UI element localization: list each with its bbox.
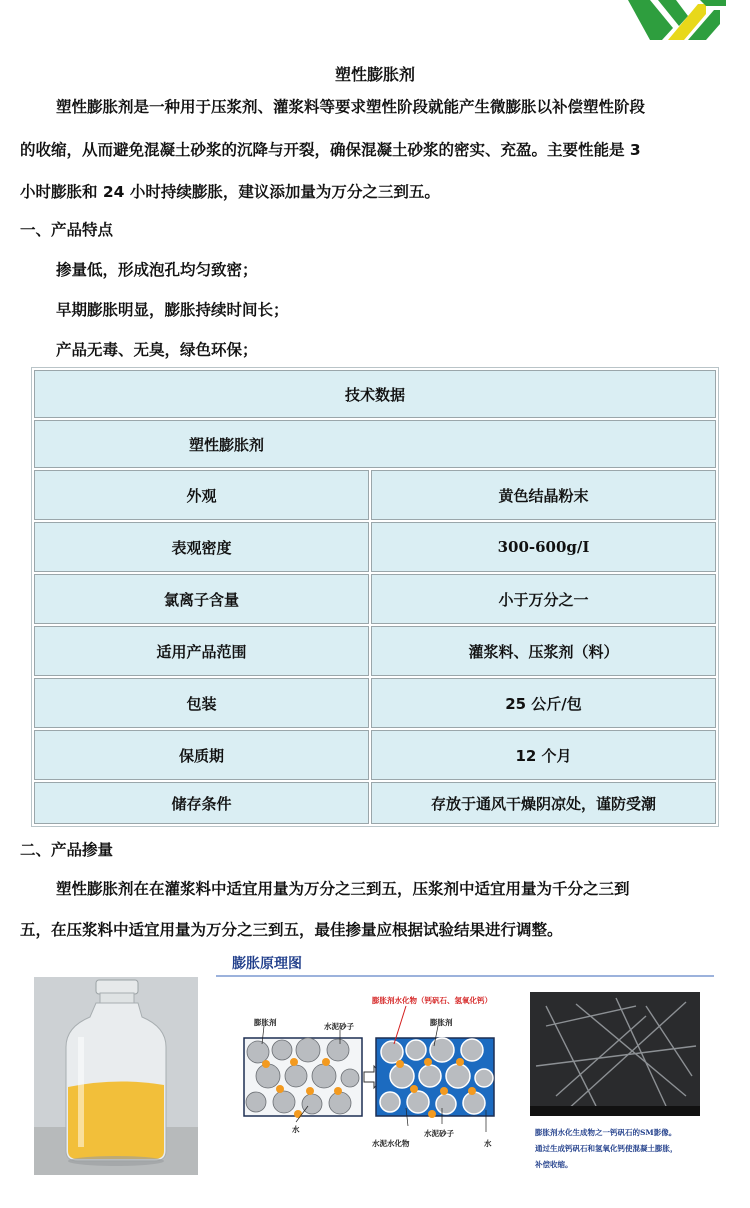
- agent-label-right: 膨胀剂: [430, 1018, 453, 1027]
- row-value: 黄色结晶粉末: [371, 470, 716, 520]
- section2-heading: 二、产品掺量: [20, 841, 114, 859]
- row-key: 储存条件: [34, 782, 369, 824]
- row-value: 12 个月: [371, 730, 716, 780]
- row-key: 外观: [34, 470, 369, 520]
- section1-heading: 一、产品特点: [20, 221, 114, 239]
- sand-label-right: 水泥砂子: [424, 1129, 454, 1138]
- sem-caption-line-3: 补偿收缩。: [535, 1160, 573, 1169]
- dosage-line-2: 五，在压浆料中适宜用量为万分之三到五，最佳掺量应根据试验结果进行调整。: [20, 921, 563, 939]
- feature-item-3: 产品无毒、无臭，绿色环保；: [56, 341, 258, 359]
- tech-data-table: [32, 368, 718, 826]
- sem-caption-line-1: 膨胀剂水化生成物之一钙矾石的SM影像。: [535, 1128, 677, 1137]
- feature-item-1: 掺量低，形成泡孔均匀致密；: [56, 261, 258, 279]
- row-key: 表观密度: [34, 522, 369, 572]
- row-value: 小于万分之一: [371, 574, 716, 624]
- page-title: 塑性膨胀剂: [334, 65, 415, 84]
- intro-line-1: 塑性膨胀剂是一种用于压浆剂、灌浆料等要求塑性阶段就能产生微膨胀以补偿塑性阶段: [56, 98, 646, 116]
- water-label-left: 水: [292, 1125, 300, 1134]
- hydrate-label-right: 水泥水化物: [372, 1139, 410, 1148]
- table-row: [34, 522, 716, 572]
- table-row: [34, 730, 716, 780]
- row-value: 存放于通风干燥阴凉处，谨防受潮: [371, 782, 716, 824]
- row-value: 灌浆料、压浆剂（料）: [371, 626, 716, 676]
- feature-item-2: 早期膨胀明显，膨胀持续时间长；: [56, 301, 289, 319]
- row-key: 适用产品范围: [34, 626, 369, 676]
- hydrate-label: 膨胀剂水化物（钙矾石、氢氧化钙）: [372, 996, 492, 1005]
- row-key: 包装: [34, 678, 369, 728]
- product-jar-photo: [34, 977, 198, 1175]
- table-row: [34, 470, 716, 520]
- table-row: [34, 678, 716, 728]
- table-row: [34, 574, 716, 624]
- company-logo: [628, 0, 726, 40]
- dosage-line-1: 塑性膨胀剂在在灌浆料中适宜用量为万分之三到五，压浆剂中适宜用量为千分之三到: [56, 880, 630, 898]
- table-row: [34, 782, 716, 824]
- intro-line-3: 小时膨胀和 24 小时持续膨胀，建议添加量为万分之三到五。: [20, 183, 440, 201]
- sem-caption-line-2: 通过生成钙矾石和氢氧化钙使混凝土膨胀，: [535, 1144, 678, 1153]
- table-header: 技术数据: [34, 370, 716, 418]
- table-row: [34, 626, 716, 676]
- water-label-right: 水: [484, 1139, 492, 1148]
- intro-line-2: 的收缩，从而避免混凝土砂浆的沉降与开裂，确保混凝土砂浆的密实、充盈。主要性能是 3: [20, 141, 641, 159]
- sand-label-left: 水泥砂子: [324, 1022, 354, 1031]
- sem-caption: [535, 1125, 705, 1173]
- row-value: 300-600g/I: [371, 522, 716, 572]
- agent-label-left: 膨胀剂: [254, 1018, 277, 1027]
- row-key: 氯离子含量: [34, 574, 369, 624]
- table-subheader: 塑性膨胀剂: [34, 420, 716, 468]
- diagram-title: 膨胀原理图: [232, 956, 302, 972]
- row-key: 保质期: [34, 730, 369, 780]
- row-value: 25 公斤/包: [371, 678, 716, 728]
